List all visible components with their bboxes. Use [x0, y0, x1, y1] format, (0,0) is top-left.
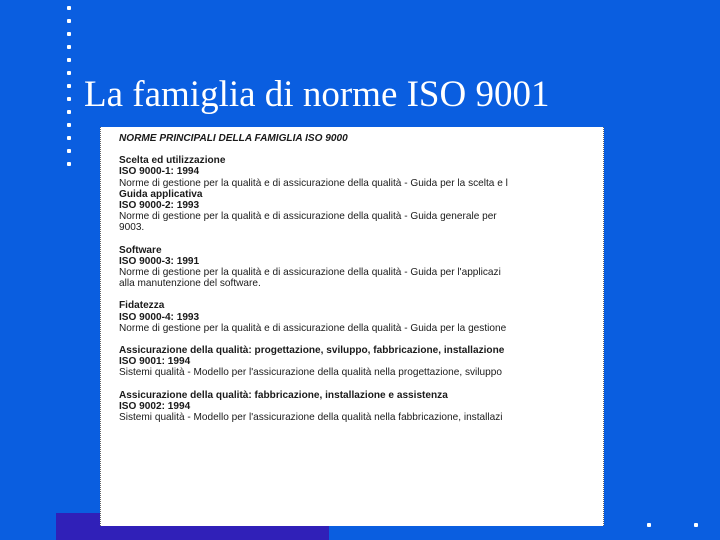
document-header: NORME PRINCIPALI DELLA FAMIGLIA ISO 9000: [119, 132, 348, 144]
scanned-document: [100, 127, 604, 526]
standard-code: ISO 9002: 1994: [119, 399, 191, 412]
standard-description: 9003.: [119, 221, 145, 234]
standard-description: Sistemi qualità - Modello per l'assicurazione della qualità nella progettazione, sviluppo: [119, 366, 502, 379]
standard-code: ISO 9000-4: 1993: [119, 310, 200, 323]
bullet-dot: [67, 84, 71, 88]
document-content: [119, 133, 604, 423]
bullet-dot: [67, 19, 71, 23]
standard-description: Norme di gestione per la qualità e di assicurazione della qualità - Guida per la gestione: [119, 321, 507, 334]
standard-description: Norme di gestione per la qualità e di assicurazione della qualità - Guida per l'applicazi: [119, 266, 501, 279]
bullet-dot: [67, 58, 71, 62]
bullet-dot: [67, 45, 71, 49]
standard-description: Norme di gestione per la qualità e di assicurazione della qualità - Guida generale per: [119, 210, 497, 223]
bullet-dot: [67, 6, 71, 10]
bullet-dot: [67, 123, 71, 127]
decorative-dot-column: [67, 6, 75, 176]
section-heading: Scelta ed utilizzazione: [119, 154, 226, 167]
standard-description: alla manutenzione del software.: [119, 277, 261, 290]
bullet-dot: [67, 110, 71, 114]
bullet-dot: [67, 97, 71, 101]
standard-description: Norme di gestione per la qualità e di assicurazione della qualità - Guida per la scelta e l: [119, 176, 508, 189]
standard-code: ISO 9000-2: 1993: [119, 199, 200, 212]
footer-dot: [694, 523, 698, 527]
standard-description: Sistemi qualità - Modello per l'assicurazione della qualità nella fabbricazione, installazi: [119, 411, 503, 424]
bullet-dot: [67, 162, 71, 166]
section-heading: Assicurazione della qualità: progettazione, sviluppo, fabbricazione, installazione: [119, 344, 505, 357]
bullet-dot: [67, 136, 71, 140]
bullet-dot: [67, 32, 71, 36]
slide-title: La famiglia di norme ISO 9001: [84, 74, 550, 115]
bullet-dot: [67, 149, 71, 153]
standard-description: Guida applicativa: [119, 187, 203, 200]
standard-code: ISO 9000-3: 1991: [119, 254, 200, 267]
bullet-dot: [67, 71, 71, 75]
section-heading: Fidatezza: [119, 299, 165, 312]
footer-dot: [647, 523, 651, 527]
standard-code: ISO 9001: 1994: [119, 355, 191, 368]
standard-code: ISO 9000-1: 1994: [119, 165, 200, 178]
section-heading: Software: [119, 243, 162, 256]
section-heading: Assicurazione della qualità: fabbricazione, installazione e assistenza: [119, 388, 448, 401]
